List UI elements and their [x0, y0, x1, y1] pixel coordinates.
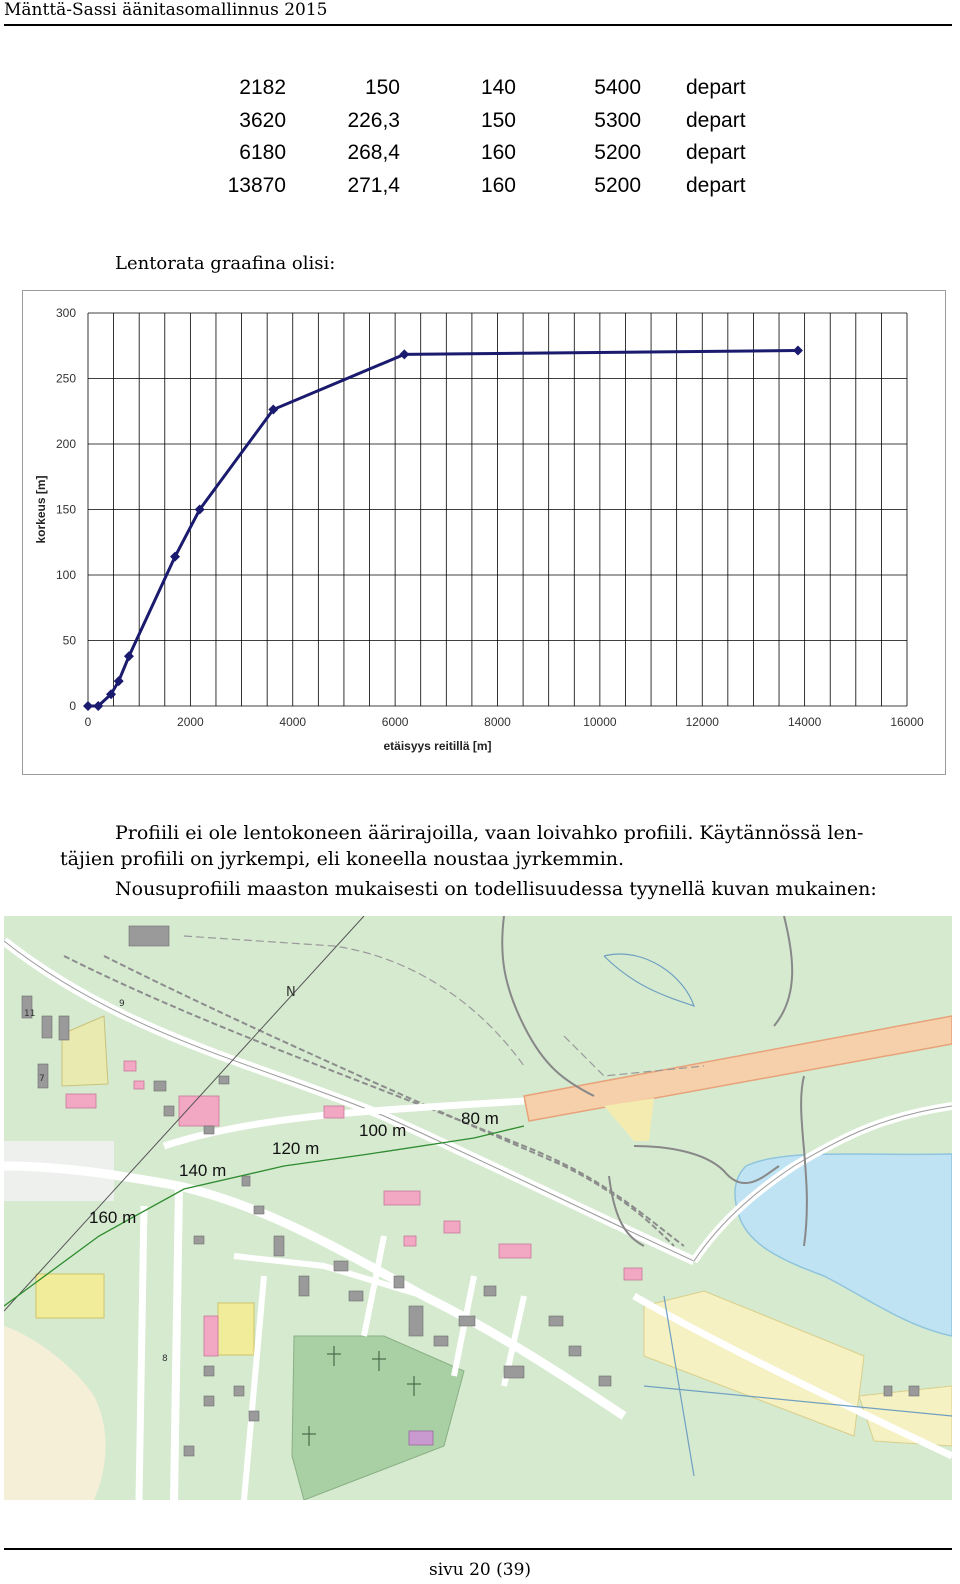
x-tick-label: 6000 [381, 715, 409, 729]
field-area [218, 1303, 254, 1355]
altitude-label-140: 140 m [179, 1161, 227, 1180]
altitude-label-100: 100 m [359, 1121, 407, 1140]
road [174, 1186, 179, 1500]
x-tick-label: 8000 [484, 715, 511, 729]
paragraph-line: täjien profiili on jyrkempi, eli koneella noustaa jyrkemmin. [60, 848, 625, 870]
table-cell: 150 [480, 108, 516, 132]
house-number: 8 [162, 1354, 168, 1364]
x-tick-label: 12000 [685, 715, 719, 729]
table-cell: 150 [364, 76, 400, 100]
header-rule [4, 24, 952, 26]
table-row [200, 137, 746, 170]
x-tick-label: 10000 [583, 715, 617, 729]
table-cell: 5400 [594, 76, 641, 100]
x-tick-label: 14000 [787, 715, 822, 729]
table-cell: depart [686, 76, 746, 100]
table-cell: 5200 [594, 173, 641, 197]
table-row [200, 72, 746, 105]
footer-rule [4, 1548, 952, 1550]
table-row [200, 170, 746, 203]
house-number: 7 [39, 1074, 45, 1084]
table-cell: 5300 [594, 108, 641, 132]
y-tick-label: 300 [55, 306, 76, 320]
y-tick-label: 50 [62, 633, 76, 648]
page-number: sivu 20 (39) [428, 1560, 532, 1580]
house-number: 9 [119, 999, 125, 1009]
table-cell: depart [686, 108, 746, 132]
field-area [36, 1274, 104, 1318]
chart-canvas [23, 291, 945, 774]
table-cell: 3620 [239, 108, 286, 132]
table-cell: 271,4 [347, 173, 400, 197]
chart-caption: Lentorata graafina olisi: [115, 253, 336, 274]
altitude-label-120: 120 m [272, 1139, 320, 1158]
table-cell: 160 [480, 173, 516, 197]
table-cell: 5200 [594, 141, 641, 165]
table-cell: 268,4 [347, 141, 400, 165]
table-row [200, 105, 746, 138]
altitude-label-160: 160 m [89, 1208, 137, 1227]
x-axis-label: etäisyys reitillä [m] [383, 739, 492, 753]
north-marker: N [286, 985, 296, 1000]
route-map [4, 916, 952, 1500]
table-cell: depart [686, 173, 746, 197]
x-tick-label: 0 [84, 715, 92, 729]
church-building [409, 1431, 433, 1445]
y-tick-label: 150 [55, 502, 76, 517]
y-tick-label: 100 [55, 568, 76, 582]
house-number: 11 [24, 1009, 36, 1019]
departure-profile-table [200, 72, 746, 202]
flight-profile-chart [22, 290, 946, 775]
x-tick-label: 2000 [177, 715, 204, 729]
table-cell: 2182 [239, 76, 286, 100]
table-cell: depart [686, 141, 746, 165]
table-cell: 13870 [227, 173, 286, 197]
x-tick-label: 16000 [890, 715, 924, 729]
road [139, 1206, 144, 1500]
y-axis-label: korkeus [m] [34, 475, 48, 544]
table-cell: 140 [480, 76, 516, 100]
table-cell: 6180 [239, 141, 286, 165]
page-header-title: Mänttä-Sassi äänitasomallinnus 2015 [4, 0, 328, 20]
y-tick-label: 250 [55, 371, 76, 386]
map-canvas [4, 916, 952, 1500]
y-tick-label: 200 [55, 437, 76, 451]
table-cell: 226,3 [347, 108, 400, 132]
x-tick-label: 4000 [279, 715, 307, 729]
y-tick-label: 0 [69, 699, 76, 713]
paragraph-line: Nousuprofiili maaston mukaisesti on todellisuudessa tyynellä kuvan mukainen: [115, 878, 877, 900]
altitude-label-80: 80 m [461, 1109, 499, 1128]
table-cell: 160 [480, 141, 516, 165]
paragraph-line: Profiili ei ole lentokoneen äärirajoilla, vaan loivahko profiili. Käytännössä len- [115, 822, 864, 844]
